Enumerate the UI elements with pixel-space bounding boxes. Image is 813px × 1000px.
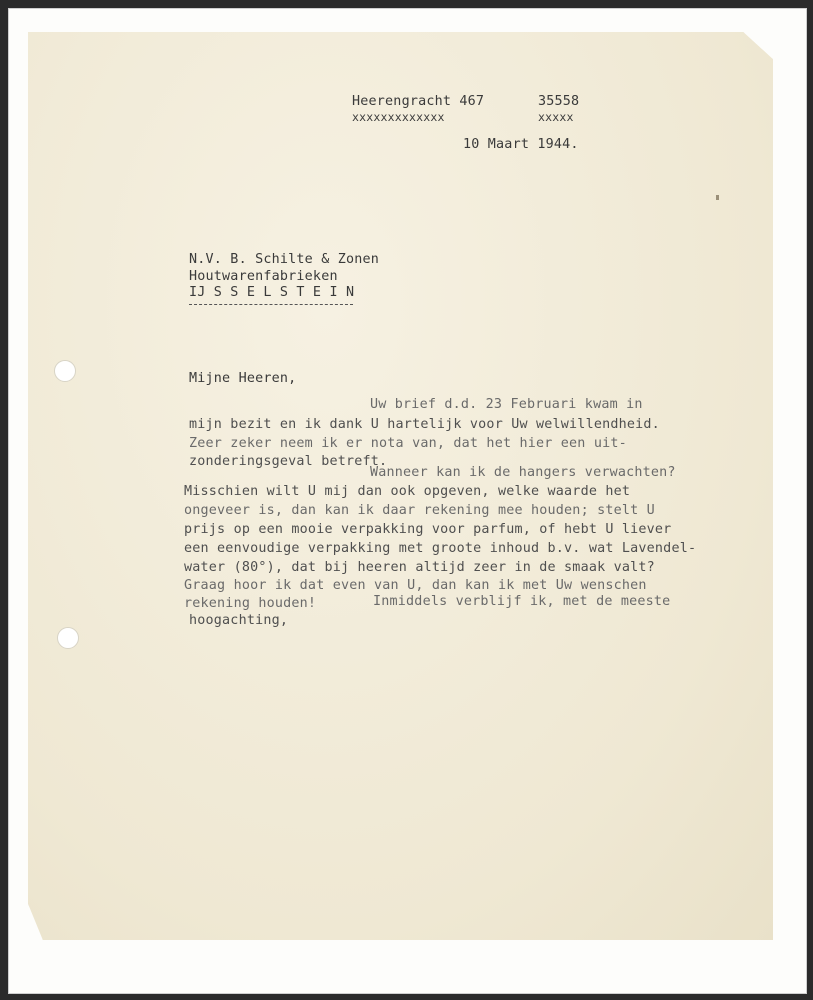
recipient-company: N.V. B. Schilte & Zonen: [189, 252, 380, 267]
punch-hole-bottom: [57, 627, 79, 649]
body-line: rekening houden!: [184, 596, 317, 611]
body-line: prijs op een mooie verpakking voor parfum, of hebt U liever: [184, 522, 672, 537]
body-line: Zeer zeker neem ik er nota van, dat het hier een uit-: [189, 436, 627, 451]
body-line: water (80°), dat bij heeren altijd zeer in de smaak valt?: [184, 560, 655, 575]
body-line: zonderingsgeval betreft.: [189, 454, 388, 469]
body-line: Misschien wilt U mij dan ook opgeven, welke waarde het: [184, 484, 631, 499]
body-line: ongeveer is, dan kan ik daar rekening mee houden; stelt U: [184, 503, 655, 518]
salutation: Mijne Heeren,: [189, 371, 297, 386]
recipient-city: IJ S S E L S T E I N: [189, 285, 355, 300]
body-line: een eenvoudige verpakking met groote inhoud b.v. wat Lavendel-: [184, 541, 697, 556]
phone-cancel-marks: xxxxx: [538, 110, 574, 124]
letter-date: 10 Maart 1944.: [463, 137, 579, 152]
body-line: Wanneer kan ik de hangers verwachten?: [370, 465, 676, 480]
closing-line: hoogachting,: [189, 613, 289, 628]
recipient-business: Houtwarenfabrieken: [189, 269, 338, 284]
city-underline: [189, 304, 353, 305]
closing-line: Inmiddels verblijf ik, met de meeste: [373, 594, 671, 609]
body-line: Uw brief d.d. 23 Februari kwam in: [370, 397, 643, 412]
punch-hole-top: [54, 360, 76, 382]
body-line: Graag hoor ik dat even van U, dan kan ik met Uw wenschen: [184, 578, 647, 593]
ink-speck: [716, 195, 719, 200]
body-line: mijn bezit en ik dank U hartelijk voor Uw welwillendheid.: [189, 417, 660, 432]
sender-address: Heerengracht 467: [352, 94, 485, 109]
address-cancel-marks: xxxxxxxxxxxxx: [352, 110, 445, 124]
sender-phone: 35558: [538, 94, 580, 109]
